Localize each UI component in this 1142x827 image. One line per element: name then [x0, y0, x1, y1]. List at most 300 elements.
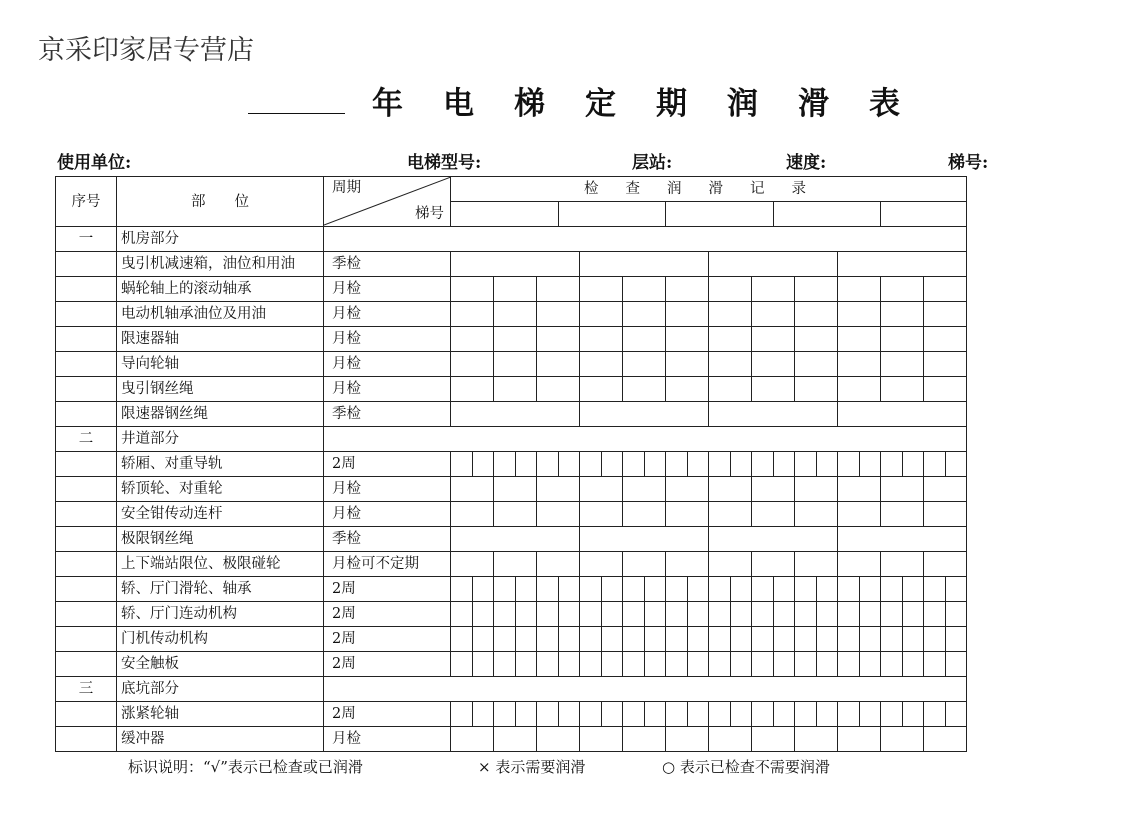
record-cell[interactable]: [666, 702, 688, 727]
record-cell[interactable]: [537, 302, 580, 327]
record-cell[interactable]: [816, 627, 838, 652]
record-cell[interactable]: [945, 577, 967, 602]
record-cell[interactable]: [494, 327, 537, 352]
record-cell[interactable]: [472, 652, 494, 677]
record-cell[interactable]: [773, 652, 795, 677]
record-cell[interactable]: [859, 627, 881, 652]
record-cell[interactable]: [945, 452, 967, 477]
record-cell[interactable]: [795, 377, 838, 402]
record-cell[interactable]: [515, 627, 537, 652]
record-cell[interactable]: [666, 627, 688, 652]
record-cell[interactable]: [881, 327, 924, 352]
table-row: [56, 502, 967, 527]
record-cell[interactable]: [623, 302, 666, 327]
record-cell[interactable]: [623, 277, 666, 302]
record-cell[interactable]: [666, 277, 709, 302]
record-cell[interactable]: [752, 702, 774, 727]
row-index: [56, 602, 117, 627]
row-index: [56, 377, 117, 402]
record-cell[interactable]: [752, 552, 795, 577]
record-cell[interactable]: [838, 502, 881, 527]
record-cell[interactable]: [902, 577, 924, 602]
record-cell[interactable]: [838, 277, 881, 302]
record-cell[interactable]: [795, 652, 817, 677]
record-cell[interactable]: [902, 652, 924, 677]
record-cell[interactable]: [795, 352, 838, 377]
record-cell[interactable]: [859, 602, 881, 627]
header-seq: 序号: [56, 177, 117, 227]
record-cell[interactable]: [709, 652, 731, 677]
record-cell[interactable]: [537, 277, 580, 302]
record-cell[interactable]: [623, 602, 645, 627]
record-cell[interactable]: [881, 452, 903, 477]
record-cell[interactable]: [515, 577, 537, 602]
record-cell[interactable]: [924, 377, 967, 402]
record-cell[interactable]: [601, 627, 623, 652]
record-cell[interactable]: [795, 627, 817, 652]
record-cell[interactable]: [580, 702, 602, 727]
record-cell[interactable]: [580, 352, 623, 377]
record-cell[interactable]: [773, 627, 795, 652]
record-cell[interactable]: [580, 477, 623, 502]
record-cell[interactable]: [472, 577, 494, 602]
section-row: [56, 427, 967, 452]
record-cell[interactable]: [451, 627, 473, 652]
record-cell[interactable]: [752, 327, 795, 352]
record-cell[interactable]: [945, 702, 967, 727]
record-cell[interactable]: [709, 452, 731, 477]
row-index: 一: [56, 227, 117, 252]
record-cell[interactable]: [709, 402, 838, 427]
record-cell[interactable]: [623, 452, 645, 477]
record-cell[interactable]: [451, 377, 494, 402]
record-cell[interactable]: [902, 452, 924, 477]
record-cell[interactable]: [451, 402, 580, 427]
record-cell[interactable]: [666, 552, 709, 577]
record-cell[interactable]: [580, 452, 602, 477]
record-cell[interactable]: [666, 577, 688, 602]
record-cell[interactable]: [730, 627, 752, 652]
record-cell[interactable]: [709, 602, 731, 627]
record-cell[interactable]: [601, 702, 623, 727]
record-cell[interactable]: [472, 627, 494, 652]
record-cell[interactable]: [537, 502, 580, 527]
record-cell[interactable]: [881, 627, 903, 652]
record-cell[interactable]: [623, 502, 666, 527]
record-cell[interactable]: [902, 627, 924, 652]
record-cell[interactable]: [795, 477, 838, 502]
record-cell[interactable]: [816, 652, 838, 677]
record-cell[interactable]: [881, 477, 924, 502]
record-cell[interactable]: [623, 627, 645, 652]
record-cell[interactable]: [881, 577, 903, 602]
record-cell[interactable]: [451, 602, 473, 627]
record-cell[interactable]: [494, 502, 537, 527]
row-period: 2周: [324, 452, 451, 477]
record-cell[interactable]: [859, 652, 881, 677]
legend-circle: ○ 表示已检查不需要润滑: [662, 758, 830, 776]
record-cell[interactable]: [795, 327, 838, 352]
record-cell[interactable]: [795, 727, 838, 752]
record-cell[interactable]: [451, 577, 473, 602]
elevator-column-header[interactable]: [881, 202, 967, 227]
record-cell[interactable]: [537, 352, 580, 377]
record-cell[interactable]: [472, 602, 494, 627]
record-cell[interactable]: [666, 477, 709, 502]
record-cell[interactable]: [838, 302, 881, 327]
row-period: 月检: [324, 377, 451, 402]
record-cell[interactable]: [709, 727, 752, 752]
record-cell[interactable]: [666, 352, 709, 377]
record-cell[interactable]: [537, 477, 580, 502]
record-cell[interactable]: [451, 277, 494, 302]
record-cell[interactable]: [881, 552, 924, 577]
record-cell[interactable]: [537, 727, 580, 752]
section-row: [56, 227, 967, 252]
row-period: 2周: [324, 602, 451, 627]
row-part: 门机传动机构: [117, 627, 324, 652]
record-cell[interactable]: [924, 327, 967, 352]
record-cell[interactable]: [623, 727, 666, 752]
record-cell[interactable]: [451, 477, 494, 502]
record-cell[interactable]: [494, 702, 516, 727]
record-cell[interactable]: [902, 602, 924, 627]
record-cell[interactable]: [924, 702, 946, 727]
record-cell[interactable]: [816, 602, 838, 627]
record-cell[interactable]: [838, 477, 881, 502]
record-cell[interactable]: [644, 577, 666, 602]
record-cell[interactable]: [451, 727, 494, 752]
row-part: 导向轮轴: [117, 352, 324, 377]
record-cell[interactable]: [580, 302, 623, 327]
row-index: [56, 527, 117, 552]
record-cell[interactable]: [773, 452, 795, 477]
record-cell[interactable]: [537, 552, 580, 577]
record-cell[interactable]: [601, 577, 623, 602]
record-cell[interactable]: [580, 252, 709, 277]
record-cell[interactable]: [451, 652, 473, 677]
record-cell[interactable]: [666, 327, 709, 352]
record-cell[interactable]: [580, 652, 602, 677]
record-cell[interactable]: [494, 552, 537, 577]
record-cell[interactable]: [709, 477, 752, 502]
record-cell[interactable]: [494, 352, 537, 377]
record-cell[interactable]: [623, 652, 645, 677]
record-cell[interactable]: [537, 702, 559, 727]
record-cell[interactable]: [752, 502, 795, 527]
record-cell[interactable]: [881, 277, 924, 302]
record-cell[interactable]: [537, 577, 559, 602]
table-row: [56, 452, 967, 477]
record-cell[interactable]: [687, 652, 709, 677]
elevator-column-header[interactable]: [558, 202, 666, 227]
record-cell[interactable]: [838, 402, 967, 427]
record-cell[interactable]: [838, 252, 967, 277]
info-model: 电梯型号:: [407, 153, 482, 173]
row-part: 安全触板: [117, 652, 324, 677]
record-cell[interactable]: [881, 652, 903, 677]
record-cell[interactable]: [494, 277, 537, 302]
record-cell[interactable]: [601, 652, 623, 677]
record-cell[interactable]: [515, 702, 537, 727]
record-cell[interactable]: [687, 577, 709, 602]
record-cell[interactable]: [945, 627, 967, 652]
record-cell[interactable]: [730, 702, 752, 727]
table-row: [56, 352, 967, 377]
record-cell[interactable]: [709, 527, 838, 552]
record-cell[interactable]: [752, 352, 795, 377]
record-cell[interactable]: [623, 352, 666, 377]
record-cell[interactable]: [838, 652, 860, 677]
record-cell[interactable]: [687, 702, 709, 727]
record-cell[interactable]: [838, 327, 881, 352]
record-cell[interactable]: [945, 652, 967, 677]
record-cell[interactable]: [623, 577, 645, 602]
record-cell[interactable]: [666, 727, 709, 752]
record-cell[interactable]: [773, 602, 795, 627]
record-cell[interactable]: [537, 452, 559, 477]
record-cell[interactable]: [623, 552, 666, 577]
record-cell[interactable]: [644, 452, 666, 477]
record-cell[interactable]: [795, 277, 838, 302]
header-row-1: [56, 177, 967, 202]
record-cell[interactable]: [472, 702, 494, 727]
record-cell[interactable]: [580, 527, 709, 552]
record-cell[interactable]: [451, 552, 494, 577]
row-index: [56, 252, 117, 277]
record-cell[interactable]: [773, 577, 795, 602]
record-cell[interactable]: [924, 352, 967, 377]
record-cell[interactable]: [666, 452, 688, 477]
record-cell[interactable]: [451, 252, 580, 277]
record-cell[interactable]: [752, 577, 774, 602]
record-cell[interactable]: [752, 277, 795, 302]
record-cell[interactable]: [709, 552, 752, 577]
record-cell[interactable]: [558, 652, 580, 677]
record-cell[interactable]: [558, 602, 580, 627]
record-cell[interactable]: [644, 627, 666, 652]
record-cell[interactable]: [451, 452, 473, 477]
record-cell[interactable]: [451, 352, 494, 377]
record-cell[interactable]: [752, 377, 795, 402]
record-cell[interactable]: [537, 627, 559, 652]
record-cell[interactable]: [515, 652, 537, 677]
record-cell[interactable]: [859, 577, 881, 602]
row-part: 轿、厅门连动机构: [117, 602, 324, 627]
record-cell[interactable]: [838, 702, 860, 727]
record-cell[interactable]: [687, 602, 709, 627]
record-cell[interactable]: [881, 377, 924, 402]
record-cell[interactable]: [494, 302, 537, 327]
record-cell[interactable]: [558, 627, 580, 652]
record-cell[interactable]: [752, 452, 774, 477]
record-cell[interactable]: [687, 452, 709, 477]
record-cell[interactable]: [451, 502, 494, 527]
record-cell[interactable]: [752, 602, 774, 627]
record-cell[interactable]: [644, 652, 666, 677]
record-cell[interactable]: [924, 477, 967, 502]
record-cell[interactable]: [816, 452, 838, 477]
record-cell[interactable]: [580, 627, 602, 652]
record-cell[interactable]: [666, 652, 688, 677]
record-cell[interactable]: [881, 702, 903, 727]
record-cell[interactable]: [451, 327, 494, 352]
record-cell[interactable]: [666, 602, 688, 627]
record-cell[interactable]: [644, 602, 666, 627]
row-index: [56, 652, 117, 677]
header-period: 周期: [332, 180, 361, 196]
record-cell[interactable]: [580, 727, 623, 752]
record-cell[interactable]: [924, 302, 967, 327]
record-cell[interactable]: [838, 727, 881, 752]
record-cell[interactable]: [537, 602, 559, 627]
record-cell[interactable]: [537, 327, 580, 352]
record-cell[interactable]: [580, 577, 602, 602]
record-cell[interactable]: [494, 452, 516, 477]
record-cell[interactable]: [494, 627, 516, 652]
row-part: 机房部分: [117, 227, 324, 252]
record-cell[interactable]: [902, 702, 924, 727]
record-cell[interactable]: [494, 727, 537, 752]
record-cell[interactable]: [709, 702, 731, 727]
record-cell[interactable]: [494, 377, 537, 402]
record-cell[interactable]: [709, 377, 752, 402]
record-cell[interactable]: [623, 477, 666, 502]
record-cell[interactable]: [666, 302, 709, 327]
record-cell[interactable]: [537, 652, 559, 677]
record-cell[interactable]: [795, 452, 817, 477]
elevator-column-header[interactable]: [451, 202, 559, 227]
record-cell[interactable]: [881, 727, 924, 752]
record-cell[interactable]: [580, 277, 623, 302]
record-cell[interactable]: [623, 702, 645, 727]
record-cell[interactable]: [924, 577, 946, 602]
record-cell[interactable]: [558, 577, 580, 602]
record-cell[interactable]: [838, 352, 881, 377]
record-cell[interactable]: [838, 577, 860, 602]
record-cell[interactable]: [881, 352, 924, 377]
record-cell[interactable]: [601, 452, 623, 477]
record-cell[interactable]: [881, 502, 924, 527]
record-cell[interactable]: [838, 452, 860, 477]
record-cell[interactable]: [580, 377, 623, 402]
record-cell[interactable]: [494, 602, 516, 627]
record-cell[interactable]: [472, 452, 494, 477]
row-index: [56, 627, 117, 652]
record-cell[interactable]: [515, 452, 537, 477]
record-cell[interactable]: [709, 327, 752, 352]
record-cell[interactable]: [709, 302, 752, 327]
record-cell[interactable]: [795, 602, 817, 627]
record-cell[interactable]: [924, 727, 967, 752]
record-cell[interactable]: [666, 502, 709, 527]
record-cell[interactable]: [859, 702, 881, 727]
record-cell[interactable]: [709, 577, 731, 602]
record-cell[interactable]: [601, 602, 623, 627]
record-cell[interactable]: [451, 702, 473, 727]
record-cell[interactable]: [709, 502, 752, 527]
row-period: 2周: [324, 652, 451, 677]
record-cell[interactable]: [558, 702, 580, 727]
record-cell[interactable]: [752, 302, 795, 327]
record-cell[interactable]: [924, 552, 967, 577]
elevator-column-header[interactable]: [666, 202, 774, 227]
record-cell[interactable]: [730, 652, 752, 677]
record-cell[interactable]: [709, 277, 752, 302]
record-cell[interactable]: [795, 302, 838, 327]
row-index: [56, 727, 117, 752]
record-cell[interactable]: [580, 502, 623, 527]
record-cell[interactable]: [623, 327, 666, 352]
record-cell[interactable]: [924, 652, 946, 677]
record-cell[interactable]: [795, 702, 817, 727]
record-cell[interactable]: [838, 527, 967, 552]
record-cell[interactable]: [494, 577, 516, 602]
row-period: 2周: [324, 702, 451, 727]
record-cell[interactable]: [924, 502, 967, 527]
record-cell[interactable]: [881, 602, 903, 627]
record-cell[interactable]: [795, 552, 838, 577]
record-cell[interactable]: [451, 302, 494, 327]
record-cell[interactable]: [859, 452, 881, 477]
record-cell[interactable]: [924, 627, 946, 652]
record-cell[interactable]: [709, 627, 731, 652]
record-cell[interactable]: [881, 302, 924, 327]
elevator-column-header[interactable]: [773, 202, 881, 227]
lubrication-table: [55, 176, 967, 752]
record-cell[interactable]: [666, 377, 709, 402]
record-cell[interactable]: [494, 477, 537, 502]
record-cell[interactable]: [537, 377, 580, 402]
record-cell[interactable]: [816, 577, 838, 602]
record-cell[interactable]: [773, 702, 795, 727]
record-cell[interactable]: [838, 627, 860, 652]
record-cell[interactable]: [924, 452, 946, 477]
record-cell[interactable]: [558, 452, 580, 477]
record-cell[interactable]: [709, 352, 752, 377]
record-cell[interactable]: [709, 252, 838, 277]
record-cell[interactable]: [644, 702, 666, 727]
record-cell[interactable]: [752, 477, 795, 502]
record-cell[interactable]: [494, 652, 516, 677]
record-cell[interactable]: [730, 577, 752, 602]
record-cell[interactable]: [816, 702, 838, 727]
record-cell[interactable]: [730, 602, 752, 627]
record-cell[interactable]: [838, 552, 881, 577]
row-period: 月检: [324, 302, 451, 327]
record-cell[interactable]: [623, 377, 666, 402]
record-cell[interactable]: [580, 402, 709, 427]
record-cell[interactable]: [924, 277, 967, 302]
record-cell[interactable]: [580, 327, 623, 352]
record-cell[interactable]: [945, 602, 967, 627]
record-cell[interactable]: [838, 377, 881, 402]
row-period: 月检: [324, 352, 451, 377]
record-cell[interactable]: [795, 577, 817, 602]
record-cell[interactable]: [580, 552, 623, 577]
record-cell[interactable]: [752, 652, 774, 677]
record-cell[interactable]: [838, 602, 860, 627]
record-cell[interactable]: [687, 627, 709, 652]
record-cell[interactable]: [795, 502, 838, 527]
record-cell[interactable]: [924, 602, 946, 627]
record-cell[interactable]: [752, 627, 774, 652]
record-cell[interactable]: [580, 602, 602, 627]
record-cell[interactable]: [515, 602, 537, 627]
record-cell[interactable]: [752, 727, 795, 752]
record-cell[interactable]: [451, 527, 580, 552]
record-cell[interactable]: [730, 452, 752, 477]
